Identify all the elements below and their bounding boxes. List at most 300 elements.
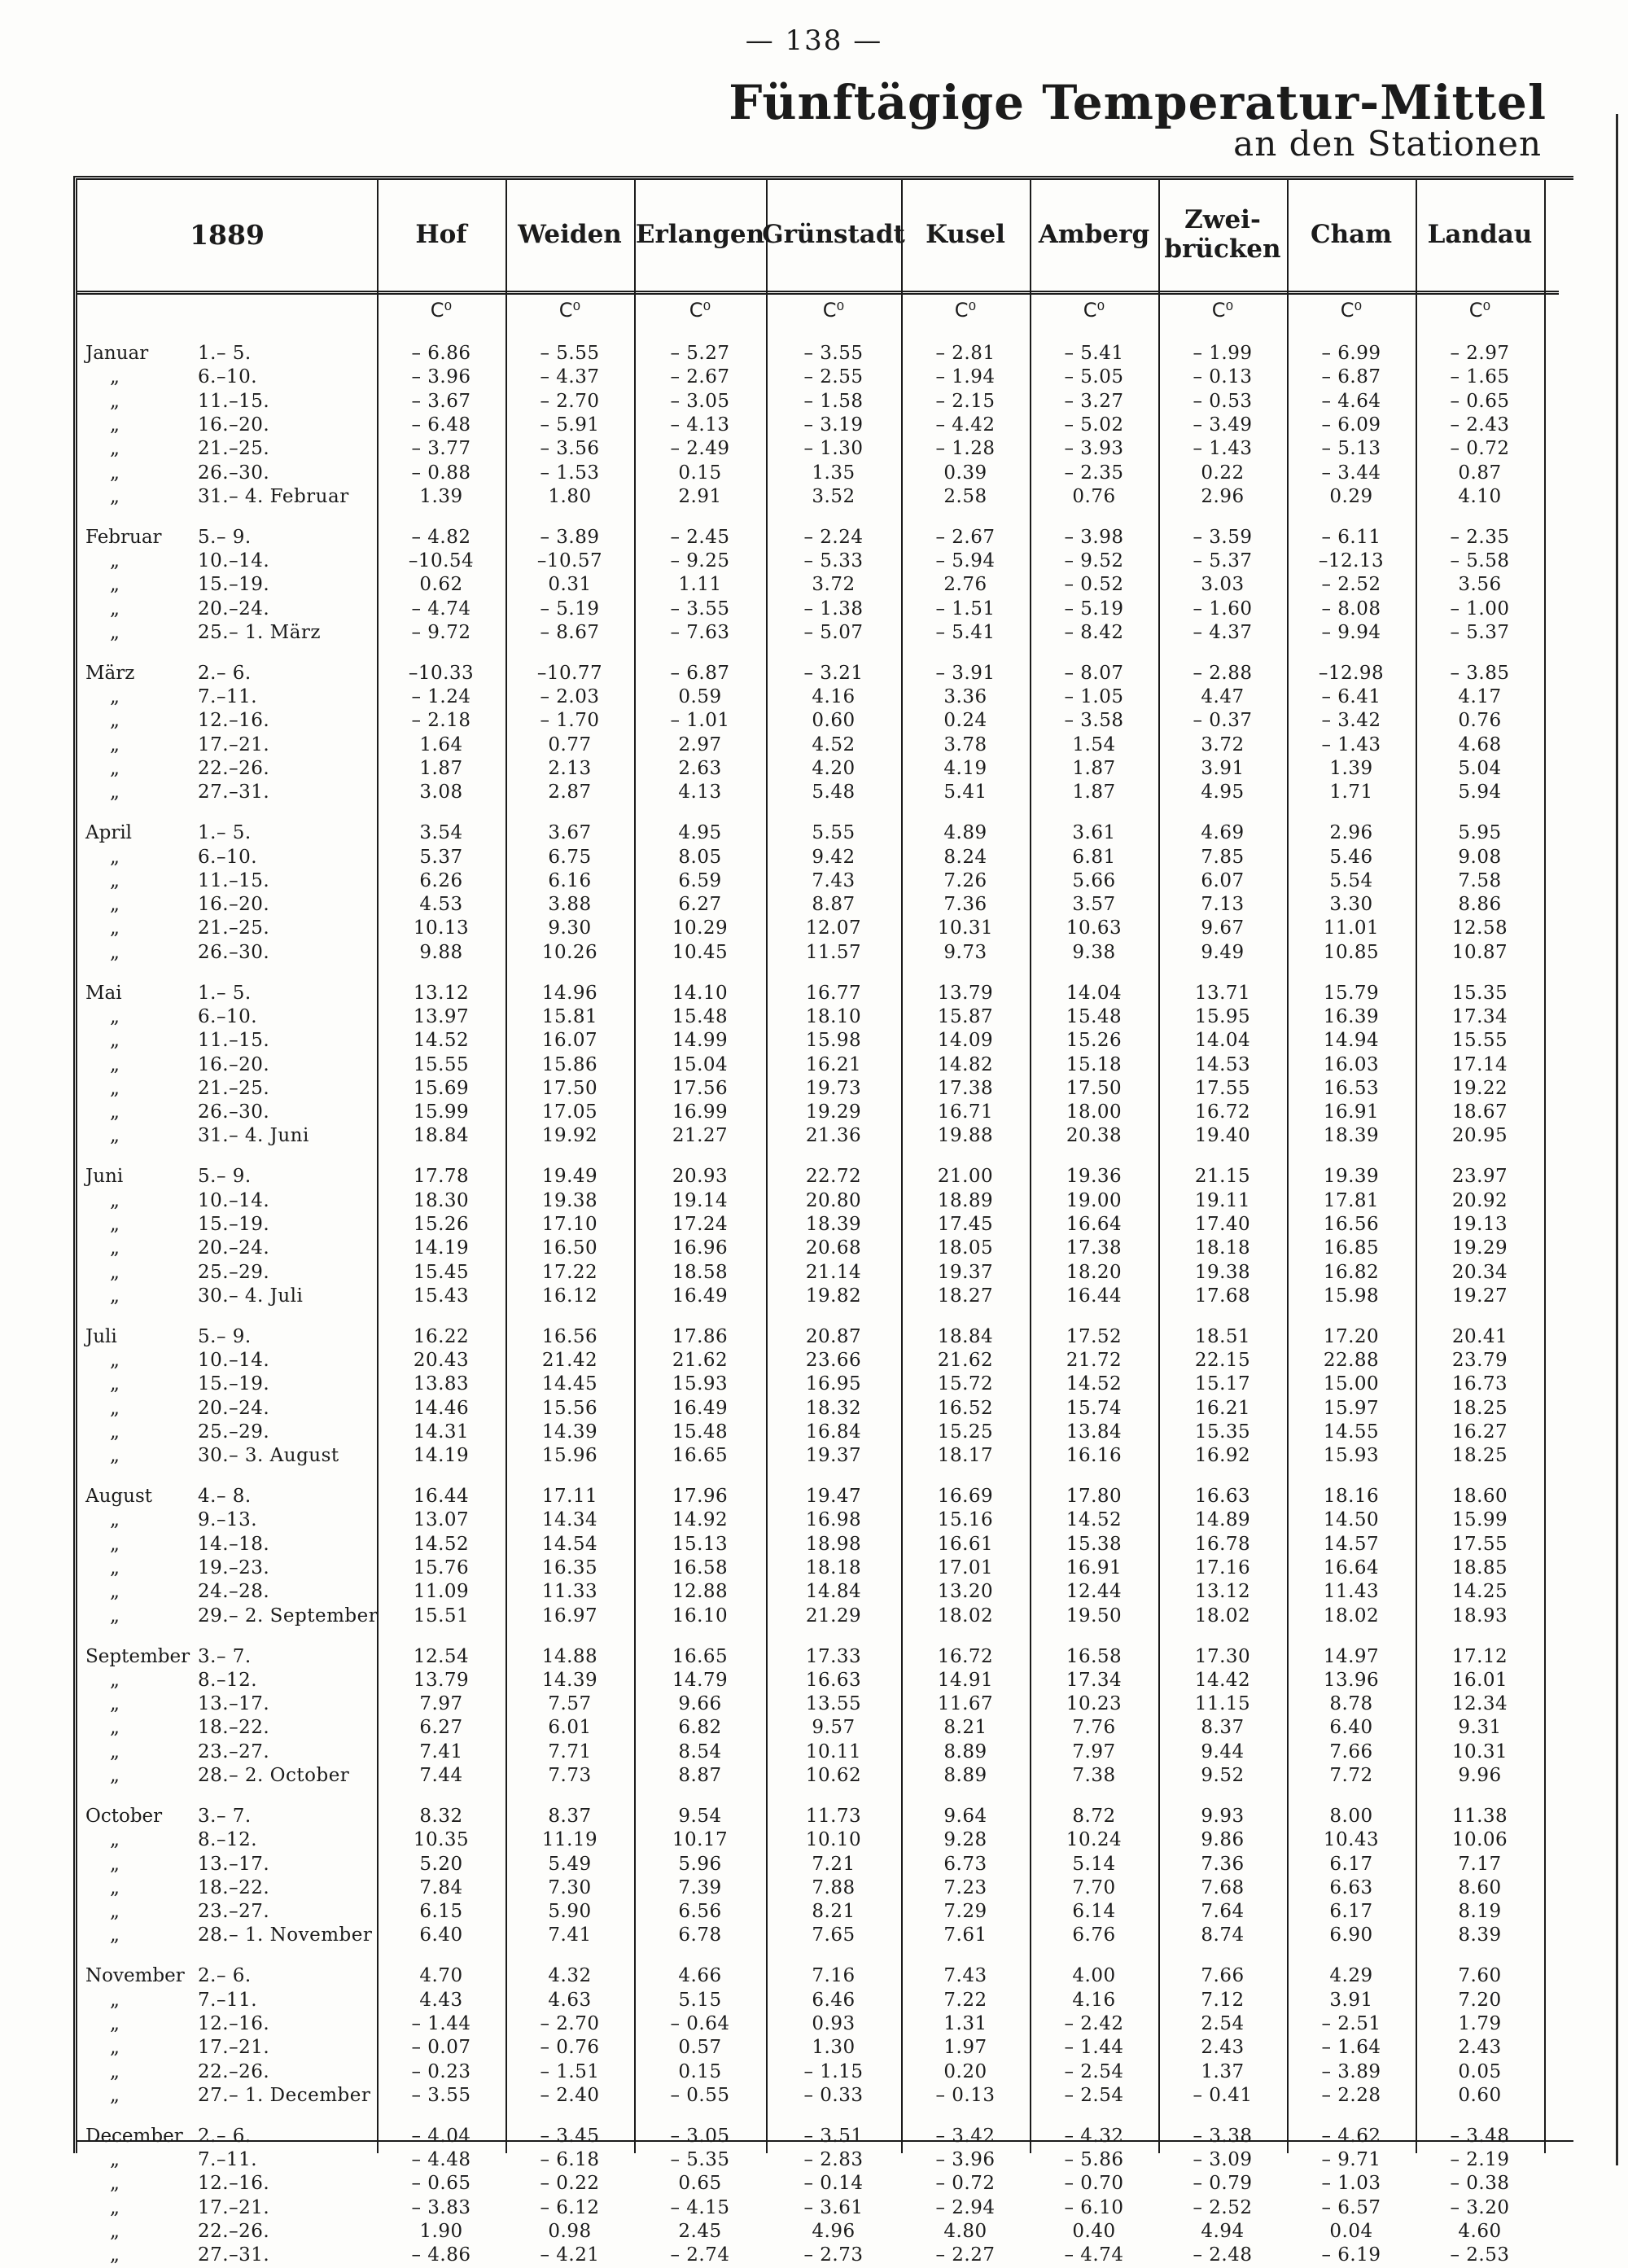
temperature-cell: 15.72: [937, 1373, 994, 1395]
temperature-cell: 4.66: [678, 1965, 722, 1987]
temperature-cell: – 6.11: [1321, 526, 1381, 548]
temperature-cell: 22.15: [1194, 1350, 1251, 1371]
temperature-cell: 7.21: [812, 1853, 856, 1875]
temperature-cell: – 4.86: [411, 2244, 471, 2266]
table-header: [77, 180, 1559, 295]
date-range-label: 24.–28.: [198, 1581, 270, 1603]
temperature-cell: 3.03: [1201, 574, 1245, 596]
temperature-cell: 15.95: [1194, 1005, 1251, 1027]
temperature-cell: 14.94: [1323, 1030, 1380, 1052]
temperature-cell: – 9.25: [670, 550, 730, 571]
temperature-cell: 9.44: [1201, 1740, 1245, 1762]
month-label: „: [110, 1669, 120, 1691]
temperature-cell: – 3.96: [411, 366, 471, 388]
year-header: 1889: [190, 219, 265, 252]
temperature-cell: 14.04: [1066, 982, 1123, 1004]
temperature-cell: – 2.53: [1450, 2244, 1510, 2266]
temperature-cell: 10.63: [1066, 917, 1123, 939]
temperature-cell: 17.50: [541, 1077, 598, 1099]
month-label: Juni: [85, 1166, 124, 1188]
month-label: April: [85, 822, 133, 844]
temperature-cell: 17.01: [937, 1557, 994, 1578]
temperature-cell: – 3.55: [670, 598, 730, 620]
temperature-cell: 18.02: [1194, 1605, 1251, 1627]
date-range-label: 15.–19.: [198, 1213, 270, 1235]
date-range-label: 8.–12.: [198, 1669, 258, 1691]
temperature-cell: 3.36: [943, 686, 987, 708]
date-range-label: 10.–14.: [198, 1350, 270, 1371]
table-row: [77, 1693, 1559, 1717]
month-label: „: [110, 782, 120, 803]
temperature-cell: 8.78: [1329, 1693, 1373, 1715]
temperature-cell: – 1.51: [540, 2060, 600, 2082]
temperature-cell: 5.41: [943, 782, 987, 803]
temperature-cell: 15.98: [1323, 1285, 1380, 1307]
temperature-cell: 10.13: [413, 917, 470, 939]
temperature-cell: 13.79: [937, 982, 994, 1004]
temperature-cell: 15.45: [413, 1261, 470, 1283]
temperature-cell: – 3.77: [411, 438, 471, 460]
temperature-cell: – 5.02: [1064, 414, 1124, 436]
temperature-cell: 10.17: [672, 1829, 729, 1851]
temperature-cell: – 1.70: [540, 710, 600, 732]
table-row: [77, 1806, 1559, 1829]
temperature-cell: 9.88: [419, 941, 463, 963]
temperature-cell: 18.18: [1194, 1237, 1251, 1259]
temperature-cell: 15.51: [413, 1605, 470, 1627]
temperature-cell: – 8.67: [540, 621, 600, 643]
temperature-cell: – 2.55: [803, 366, 864, 388]
table-row: [77, 1398, 1559, 1421]
temperature-cell: 6.07: [1201, 869, 1245, 891]
date-range-label: 22.–26.: [198, 2060, 270, 2082]
temperature-cell: 16.61: [937, 1533, 994, 1555]
temperature-cell: 11.43: [1323, 1581, 1380, 1603]
table-row: [77, 822, 1559, 846]
temperature-cell: 5.55: [812, 822, 856, 844]
temperature-cell: 0.39: [943, 462, 987, 484]
temperature-cell: 6.56: [678, 1901, 722, 1923]
temperature-cell: – 6.12: [540, 2196, 600, 2218]
temperature-cell: – 8.07: [1064, 662, 1124, 684]
temperature-cell: 1.87: [1072, 782, 1116, 803]
date-range-label: 30.– 4. Juli: [198, 1285, 304, 1307]
month-label: „: [110, 2012, 120, 2034]
temperature-cell: 2.43: [1201, 2037, 1245, 2059]
month-label: „: [110, 1445, 120, 1467]
temperature-cell: 0.31: [548, 574, 592, 596]
table-row: [77, 847, 1559, 870]
temperature-cell: 16.21: [805, 1053, 862, 1075]
temperature-cell: 6.27: [419, 1717, 463, 1739]
temperature-cell: 8.89: [943, 1765, 987, 1786]
temperature-cell: 8.21: [943, 1717, 987, 1739]
date-range-label: 12.–16.: [198, 710, 270, 732]
table-row: [77, 1990, 1559, 2013]
date-range-label: 22.–26.: [198, 2221, 270, 2242]
temperature-cell: 1.71: [1329, 782, 1373, 803]
temperature-cell: 12.58: [1451, 917, 1508, 939]
temperature-cell: – 1.15: [803, 2060, 864, 2082]
temperature-cell: 21.14: [805, 1261, 862, 1283]
temperature-cell: 15.26: [1066, 1030, 1123, 1052]
temperature-cell: 14.04: [1194, 1030, 1251, 1052]
temperature-cell: 15.56: [541, 1397, 598, 1419]
table-row: [77, 486, 1559, 510]
temperature-cell: 18.89: [937, 1189, 994, 1211]
temperature-cell: – 2.18: [411, 710, 471, 732]
temperature-cell: 17.50: [1066, 1077, 1123, 1099]
date-range-label: 19.–23.: [198, 1557, 270, 1578]
temperature-cell: 19.00: [1066, 1189, 1123, 1211]
unit-label: C⁰: [689, 299, 711, 322]
temperature-cell: 0.40: [1072, 2221, 1116, 2242]
table-row: [77, 1741, 1559, 1765]
temperature-cell: 0.76: [1458, 710, 1502, 732]
temperature-cell: 0.15: [678, 462, 722, 484]
temperature-cell: 10.87: [1451, 941, 1508, 963]
month-label: „: [110, 2196, 120, 2218]
month-label: „: [110, 1989, 120, 2011]
temperature-cell: – 5.19: [1064, 598, 1124, 620]
temperature-cell: 14.91: [937, 1669, 994, 1691]
month-label: „: [110, 917, 120, 939]
column-rule: [634, 180, 636, 2153]
temperature-cell: 8.89: [943, 1740, 987, 1762]
temperature-cell: 10.23: [1066, 1693, 1123, 1715]
table-row: [77, 734, 1559, 758]
temperature-cell: 7.57: [548, 1693, 592, 1715]
temperature-cell: – 5.37: [1193, 550, 1253, 571]
temperature-cell: 6.16: [548, 869, 592, 891]
temperature-cell: 0.65: [678, 2173, 722, 2195]
temperature-cell: 17.24: [672, 1213, 729, 1235]
temperature-cell: – 2.67: [670, 366, 730, 388]
date-range-label: 5.– 9.: [198, 1166, 252, 1188]
temperature-cell: – 2.83: [803, 2149, 864, 2171]
temperature-cell: 14.46: [413, 1397, 470, 1419]
temperature-cell: 16.63: [1194, 1486, 1251, 1508]
month-label: „: [110, 621, 120, 643]
temperature-cell: 3.78: [943, 733, 987, 755]
temperature-cell: 16.78: [1194, 1533, 1251, 1555]
temperature-cell: – 3.05: [670, 2125, 730, 2147]
temperature-cell: – 1.00: [1450, 598, 1510, 620]
temperature-cell: 18.25: [1451, 1445, 1508, 1467]
temperature-cell: 4.63: [548, 1989, 592, 2011]
temperature-cell: 15.93: [1323, 1445, 1380, 1467]
temperature-cell: – 0.76: [540, 2037, 600, 2059]
date-range-label: 1.– 5.: [198, 822, 252, 844]
temperature-cell: 6.76: [1072, 1924, 1116, 1946]
temperature-cell: – 5.35: [670, 2149, 730, 2171]
temperature-cell: 3.57: [1072, 894, 1116, 916]
temperature-cell: 1.87: [1072, 758, 1116, 779]
temperature-cell: – 0.13: [935, 2084, 996, 2106]
temperature-cell: 13.55: [805, 1693, 862, 1715]
table-row: [77, 527, 1559, 550]
temperature-cell: 16.35: [541, 1557, 598, 1578]
table-row: [77, 622, 1559, 646]
unit-row: [77, 299, 1559, 335]
temperature-cell: 13.71: [1194, 982, 1251, 1004]
temperature-cell: 8.72: [1072, 1805, 1116, 1827]
month-label: „: [110, 1901, 120, 1923]
temperature-cell: 16.22: [413, 1325, 470, 1347]
temperature-cell: 7.97: [1072, 1740, 1116, 1762]
temperature-cell: – 3.38: [1193, 2125, 1253, 2147]
temperature-cell: 14.53: [1194, 1053, 1251, 1075]
temperature-cell: 14.42: [1194, 1669, 1251, 1691]
temperature-cell: 18.67: [1451, 1101, 1508, 1123]
temperature-cell: 5.96: [678, 1853, 722, 1875]
temperature-cell: – 5.58: [1450, 550, 1510, 571]
temperature-cell: 17.55: [1194, 1077, 1251, 1099]
temperature-cell: 16.50: [541, 1237, 598, 1259]
temperature-cell: 18.27: [937, 1285, 994, 1307]
temperature-cell: 13.20: [937, 1581, 994, 1603]
temperature-cell: 17.40: [1194, 1213, 1251, 1235]
temperature-cell: – 4.13: [670, 414, 730, 436]
temperature-cell: – 2.97: [1450, 343, 1510, 364]
temperature-cell: 14.52: [413, 1030, 470, 1052]
temperature-cell: 14.25: [1451, 1581, 1508, 1603]
temperature-cell: 10.11: [805, 1740, 862, 1762]
temperature-cell: 0.93: [812, 2012, 856, 2034]
date-range-label: 28.– 2. October: [198, 1765, 350, 1786]
temperature-cell: 6.01: [548, 1717, 592, 1739]
temperature-cell: – 2.28: [1321, 2084, 1381, 2106]
temperature-cell: 2.45: [678, 2221, 722, 2242]
temperature-cell: 2.13: [548, 758, 592, 779]
temperature-cell: 4.20: [812, 758, 856, 779]
temperature-cell: 16.91: [1323, 1101, 1380, 1123]
temperature-cell: 14.82: [937, 1053, 994, 1075]
temperature-cell: – 2.35: [1450, 526, 1510, 548]
table-row: [77, 1214, 1559, 1237]
temperature-cell: – 6.86: [411, 343, 471, 364]
temperature-cell: – 2.88: [1193, 662, 1253, 684]
temperature-cell: 9.57: [812, 1717, 856, 1739]
table-row: [77, 1237, 1559, 1261]
month-label: „: [110, 1533, 120, 1555]
table-row: [77, 686, 1559, 710]
temperature-cell: 8.86: [1458, 894, 1502, 916]
temperature-cell: 7.20: [1458, 1989, 1502, 2011]
temperature-cell: 19.40: [1194, 1125, 1251, 1147]
temperature-cell: – 2.94: [935, 2196, 996, 2218]
temperature-cell: 15.55: [413, 1053, 470, 1075]
date-range-label: 5.– 9.: [198, 1325, 252, 1347]
temperature-cell: 6.27: [678, 894, 722, 916]
month-label: „: [110, 894, 120, 916]
temperature-cell: 19.37: [937, 1261, 994, 1283]
temperature-cell: 6.14: [1072, 1901, 1116, 1923]
temperature-cell: – 0.55: [670, 2084, 730, 2106]
month-label: December: [85, 2125, 183, 2147]
temperature-cell: 16.39: [1323, 1005, 1380, 1027]
table-row: [77, 1581, 1559, 1605]
temperature-cell: 19.39: [1323, 1166, 1380, 1188]
month-label: „: [110, 550, 120, 571]
temperature-cell: 22.88: [1323, 1350, 1380, 1371]
station-header: Landau: [1427, 220, 1533, 250]
temperature-cell: 7.73: [548, 1765, 592, 1786]
date-range-label: 17.–21.: [198, 2196, 270, 2218]
temperature-cell: 20.38: [1066, 1125, 1123, 1147]
station-header: Cham: [1310, 220, 1393, 250]
temperature-cell: 0.59: [678, 686, 722, 708]
month-label: „: [110, 1125, 120, 1147]
temperature-cell: 19.29: [805, 1101, 862, 1123]
date-range-label: 1.– 5.: [198, 343, 252, 364]
temperature-cell: 8.05: [678, 846, 722, 868]
temperature-cell: 10.35: [413, 1829, 470, 1851]
temperature-cell: 15.55: [1451, 1030, 1508, 1052]
temperature-cell: 16.44: [413, 1486, 470, 1508]
temperature-cell: 8.87: [812, 894, 856, 916]
temperature-cell: – 3.61: [803, 2196, 864, 2218]
temperature-cell: 5.48: [812, 782, 856, 803]
table-row: [77, 1125, 1559, 1149]
temperature-cell: –12.98: [1318, 662, 1385, 684]
temperature-cell: 5.37: [419, 846, 463, 868]
unit-label: C⁰: [1340, 299, 1363, 322]
temperature-cell: – 3.85: [1450, 662, 1510, 684]
temperature-cell: 7.43: [812, 869, 856, 891]
temperature-cell: 19.11: [1194, 1189, 1251, 1211]
temperature-cell: 17.68: [1194, 1285, 1251, 1307]
temperature-cell: 7.16: [812, 1965, 856, 1987]
temperature-cell: 5.90: [548, 1901, 592, 1923]
month-label: „: [110, 1189, 120, 1211]
temperature-cell: 13.96: [1323, 1669, 1380, 1691]
month-label: „: [110, 1693, 120, 1715]
unit-label: C⁰: [558, 299, 581, 322]
temperature-cell: 1.31: [943, 2012, 987, 2034]
temperature-cell: 15.35: [1451, 982, 1508, 1004]
temperature-cell: 14.39: [541, 1421, 598, 1443]
temperature-cell: 21.42: [541, 1350, 598, 1371]
temperature-cell: 7.12: [1201, 1989, 1245, 2011]
temperature-cell: 16.53: [1323, 1077, 1380, 1099]
temperature-cell: 4.60: [1458, 2221, 1502, 2242]
temperature-cell: – 3.59: [1193, 526, 1253, 548]
temperature-cell: – 2.43: [1450, 414, 1510, 436]
temperature-cell: 5.94: [1458, 782, 1502, 803]
temperature-cell: 15.48: [672, 1421, 729, 1443]
temperature-cell: 16.95: [805, 1373, 862, 1395]
date-range-label: 2.– 6.: [198, 1965, 252, 1987]
temperature-cell: –10.77: [536, 662, 603, 684]
table-row: [77, 870, 1559, 894]
temperature-cell: 15.97: [1323, 1397, 1380, 1419]
temperature-cell: 7.66: [1201, 1965, 1245, 1987]
temperature-cell: 2.63: [678, 758, 722, 779]
temperature-cell: – 8.08: [1321, 598, 1381, 620]
temperature-cell: – 3.44: [1321, 462, 1381, 484]
temperature-cell: 16.98: [805, 1509, 862, 1531]
temperature-cell: 16.12: [541, 1285, 598, 1307]
temperature-cell: 21.29: [805, 1605, 862, 1627]
date-range-label: 23.–27.: [198, 1901, 270, 1923]
temperature-cell: 16.21: [1194, 1397, 1251, 1419]
temperature-cell: – 4.48: [411, 2149, 471, 2171]
temperature-cell: 1.37: [1201, 2060, 1245, 2082]
temperature-cell: 20.80: [805, 1189, 862, 1211]
temperature-cell: 9.30: [548, 917, 592, 939]
temperature-cell: 0.24: [943, 710, 987, 732]
temperature-cell: 18.10: [805, 1005, 862, 1027]
temperature-cell: – 0.88: [411, 462, 471, 484]
temperature-cell: 3.91: [1201, 758, 1245, 779]
unit-label: C⁰: [430, 299, 453, 322]
temperature-cell: 4.94: [1201, 2221, 1245, 2242]
temperature-cell: – 0.65: [1450, 390, 1510, 412]
temperature-cell: 14.52: [413, 1533, 470, 1555]
temperature-cell: 5.54: [1329, 869, 1373, 891]
temperature-cell: 8.32: [419, 1805, 463, 1827]
temperature-cell: 16.92: [1194, 1445, 1251, 1467]
temperature-cell: 7.41: [419, 1740, 463, 1762]
temperature-cell: – 2.51: [1321, 2012, 1381, 2034]
column-rule: [1287, 180, 1289, 2153]
temperature-cell: 7.61: [943, 1924, 987, 1946]
temperature-cell: – 2.52: [1193, 2196, 1253, 2218]
table-row: [77, 1765, 1559, 1789]
temperature-cell: – 3.56: [540, 438, 600, 460]
table-row: [77, 1829, 1559, 1853]
temperature-cell: 0.57: [678, 2037, 722, 2059]
temperature-cell: – 4.21: [540, 2244, 600, 2266]
temperature-cell: – 3.55: [411, 2084, 471, 2106]
temperature-cell: 16.99: [672, 1101, 729, 1123]
temperature-cell: 3.56: [1458, 574, 1502, 596]
temperature-cell: 4.32: [548, 1965, 592, 1987]
column-rule: [377, 180, 379, 2153]
temperature-cell: –10.57: [536, 550, 603, 571]
table-row: [77, 942, 1559, 965]
temperature-cell: – 2.49: [670, 438, 730, 460]
temperature-cell: – 5.86: [1064, 2149, 1124, 2171]
temperature-cell: – 5.19: [540, 598, 600, 620]
temperature-cell: 9.73: [943, 941, 987, 963]
table-row: [77, 1285, 1559, 1309]
temperature-cell: 15.48: [672, 1005, 729, 1027]
temperature-cell: 15.26: [413, 1213, 470, 1235]
month-label: October: [85, 1805, 163, 1827]
date-range-label: 23.–27.: [198, 1740, 270, 1762]
temperature-cell: 4.16: [1072, 1989, 1116, 2011]
temperature-cell: 3.72: [812, 574, 856, 596]
temperature-cell: 3.52: [812, 485, 856, 507]
temperature-cell: 14.84: [805, 1581, 862, 1603]
temperature-cell: 9.96: [1458, 1765, 1502, 1786]
temperature-cell: 16.96: [672, 1237, 729, 1259]
temperature-cell: 0.60: [1458, 2084, 1502, 2106]
temperature-cell: 11.15: [1194, 1693, 1251, 1715]
temperature-cell: 4.29: [1329, 1965, 1373, 1987]
temperature-cell: 11.09: [413, 1581, 470, 1603]
temperature-cell: 15.96: [541, 1445, 598, 1467]
temperature-cell: 11.33: [541, 1581, 598, 1603]
temperature-cell: 12.34: [1451, 1693, 1508, 1715]
temperature-cell: 15.00: [1323, 1373, 1380, 1395]
temperature-cell: 4.69: [1201, 822, 1245, 844]
month-label: „: [110, 1237, 120, 1259]
temperature-cell: 1.80: [548, 485, 592, 507]
date-range-label: 11.–15.: [198, 869, 270, 891]
